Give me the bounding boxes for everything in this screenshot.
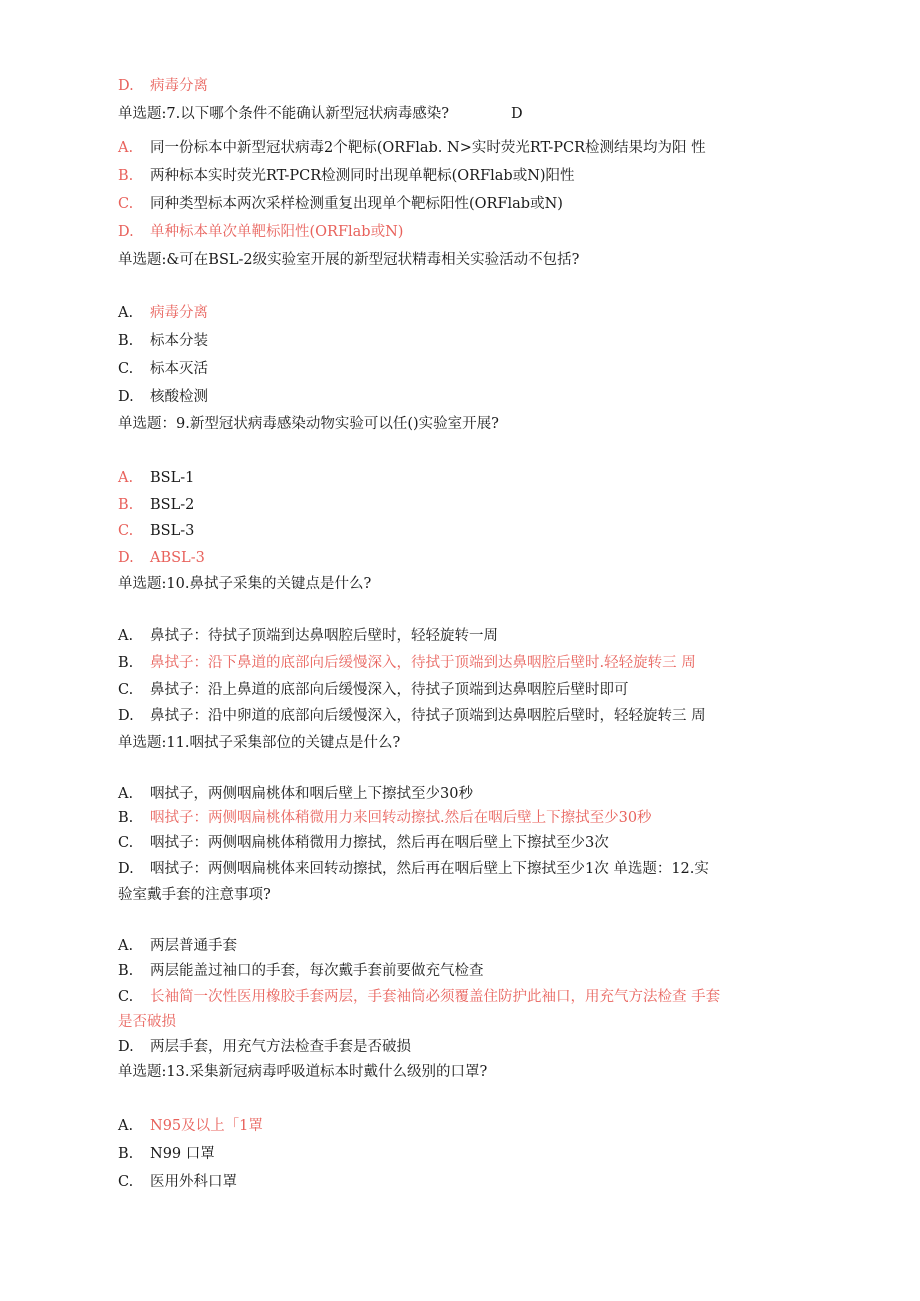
option-b bbox=[118, 650, 808, 676]
option-text: 核酸检测 bbox=[150, 389, 208, 405]
option-c bbox=[118, 677, 808, 703]
option-letter: D. bbox=[118, 550, 134, 566]
question-9 bbox=[118, 411, 808, 437]
question-text: 单选题:&可在BSL-2级实验室开展的新型冠状精毒相关实验活动不包括? bbox=[118, 252, 580, 268]
option-a bbox=[118, 1113, 808, 1139]
option-text: ABSL-3 bbox=[150, 550, 205, 566]
option-b bbox=[118, 328, 808, 354]
question-13 bbox=[118, 1059, 808, 1085]
question-8 bbox=[118, 247, 808, 273]
option-a bbox=[118, 933, 808, 959]
option-letter: D. bbox=[118, 78, 134, 94]
option-text: N95及以上「1罩 bbox=[150, 1118, 263, 1134]
option-text: 两种标本实时荧光RT-PCR检测同时出现单靶标(ORFlab或N)阳性 bbox=[150, 168, 575, 184]
option-text: 鼻拭子：沿下鼻道的底部向后缓慢深入，待拭于顶端到达鼻咽腔后壁时.轻轻旋转三 周 bbox=[150, 655, 696, 671]
option-c bbox=[118, 356, 808, 382]
question-answer: D bbox=[511, 106, 523, 122]
option-letter: B. bbox=[118, 963, 134, 979]
option-letter: B. bbox=[118, 333, 134, 349]
option-letter: A. bbox=[118, 1118, 134, 1134]
option-c bbox=[118, 191, 808, 217]
option-d bbox=[118, 545, 808, 571]
option-text: 两层手套，用充气方法检查手套是否破损 bbox=[150, 1039, 411, 1055]
option-text: 长袖简一次性医用橡胶手套两层，手套袖筒必须覆盖住防护此袖口，用充气方法检查 手套 bbox=[150, 989, 721, 1005]
option-letter: B. bbox=[118, 655, 134, 671]
option-d bbox=[118, 73, 808, 99]
option-text: 两层普通手套 bbox=[150, 938, 237, 954]
option-d bbox=[118, 856, 808, 882]
option-letter: B. bbox=[118, 1146, 134, 1162]
option-a bbox=[118, 781, 808, 807]
option-letter: D. bbox=[118, 1039, 134, 1055]
option-d bbox=[118, 1034, 808, 1060]
option-letter: A. bbox=[118, 470, 134, 486]
option-b bbox=[118, 1141, 808, 1167]
option-text: 咽拭子：两侧咽扁桃体来回转动擦拭，然后再在咽后壁上下擦拭至少1次 单选题：12.实 bbox=[150, 861, 709, 877]
option-letter: C. bbox=[118, 682, 134, 698]
question-text: 单选题:11.咽拭子采集部位的关键点是什么? bbox=[118, 735, 401, 751]
option-a bbox=[118, 623, 808, 649]
option-letter: A. bbox=[118, 305, 134, 321]
option-text: 咽拭子：两侧咽扁桃体稍微用力擦拭，然后再在咽后壁上下擦拭至少3次 bbox=[150, 835, 609, 851]
option-text: 鼻拭子：沿中卵道的底部向后缓慢深入，待拭子顶端到达鼻咽腔后壁时，轻轻旋转三 周 bbox=[150, 708, 706, 724]
option-c bbox=[118, 1169, 808, 1195]
option-b bbox=[118, 163, 808, 189]
option-c bbox=[118, 984, 808, 1010]
option-text: 单种标本单次单靶标阳性(ORFlab或N) bbox=[150, 224, 404, 240]
option-text: 同种类型标本两次采样检测重复出现单个靶标阳性(ORFlab或N) bbox=[150, 196, 563, 212]
option-letter: A. bbox=[118, 628, 134, 644]
option-text: 是否破损 bbox=[118, 1014, 176, 1030]
option-c bbox=[118, 518, 808, 544]
option-a bbox=[118, 135, 808, 161]
question-7 bbox=[118, 101, 808, 127]
option-letter: C. bbox=[118, 1174, 134, 1190]
option-letter: B. bbox=[118, 168, 134, 184]
option-text: BSL-3 bbox=[150, 523, 195, 539]
option-letter: A. bbox=[118, 140, 134, 156]
question-12 bbox=[118, 882, 808, 908]
option-letter: C. bbox=[118, 523, 134, 539]
option-d bbox=[118, 384, 808, 410]
option-text: 鼻拭子：沿上鼻道的底部向后缓慢深入，待拭子顶端到达鼻咽腔后壁时即可 bbox=[150, 682, 629, 698]
question-text: 单选题:10.鼻拭子采集的关键点是什么? bbox=[118, 576, 372, 592]
option-c bbox=[118, 830, 808, 856]
option-text: 标本分装 bbox=[150, 333, 208, 349]
question-text: 单选题：9.新型冠状病毒感染动物实验可以任()实验室开展? bbox=[118, 416, 499, 432]
option-letter: C. bbox=[118, 196, 134, 212]
option-text: 咽拭子，两侧咽扁桃体和咽后壁上下擦拭至少30秒 bbox=[150, 786, 473, 802]
option-letter: A. bbox=[118, 938, 134, 954]
question-11 bbox=[118, 730, 808, 756]
question-text: 单选题:13.采集新冠病毒呼吸道标本时戴什么级别的口罩? bbox=[118, 1064, 488, 1080]
option-d bbox=[118, 703, 808, 729]
option-d bbox=[118, 219, 808, 245]
option-text: 两层能盖过袖口的手套，每次戴手套前要做充气检查 bbox=[150, 963, 484, 979]
option-text: 病毒分离 bbox=[150, 305, 208, 321]
option-text: N99 口罩 bbox=[150, 1146, 215, 1162]
option-text: 同一份标本中新型冠状病毒2个靶标(ORFlab. N>实时荧光RT-PCR检测结果均为阳 性 bbox=[150, 140, 706, 156]
option-text: BSL-1 bbox=[150, 470, 195, 486]
option-text: 咽拭子：两侧咽扁桃体稍微用力来回转动擦拭.然后在咽后壁上下擦拭至少30秒 bbox=[150, 810, 652, 826]
option-b bbox=[118, 805, 808, 831]
option-b bbox=[118, 958, 808, 984]
option-letter: B. bbox=[118, 810, 134, 826]
option-a bbox=[118, 465, 808, 491]
option-c-continued bbox=[118, 1009, 808, 1035]
option-letter: D. bbox=[118, 708, 134, 724]
question-text: 验室戴手套的注意事项? bbox=[118, 887, 271, 903]
option-text: 医用外科口罩 bbox=[150, 1174, 237, 1190]
option-text: 鼻拭子：待拭子顶端到达鼻咽腔后壁时，轻轻旋转一周 bbox=[150, 628, 498, 644]
option-letter: D. bbox=[118, 389, 134, 405]
option-letter: D. bbox=[118, 224, 134, 240]
option-a bbox=[118, 300, 808, 326]
option-b bbox=[118, 492, 808, 518]
option-text: 标本灭活 bbox=[150, 361, 208, 377]
option-letter: C. bbox=[118, 361, 134, 377]
option-letter: C. bbox=[118, 835, 134, 851]
option-letter: C. bbox=[118, 989, 134, 1005]
option-text: 病毒分离 bbox=[150, 78, 208, 94]
option-text: BSL-2 bbox=[150, 497, 195, 513]
option-letter: D. bbox=[118, 861, 134, 877]
question-10 bbox=[118, 571, 808, 597]
option-letter: B. bbox=[118, 497, 134, 513]
question-text: 单选题:7.以下哪个条件不能确认新型冠状病毒感染? bbox=[118, 106, 449, 122]
option-letter: A. bbox=[118, 786, 134, 802]
